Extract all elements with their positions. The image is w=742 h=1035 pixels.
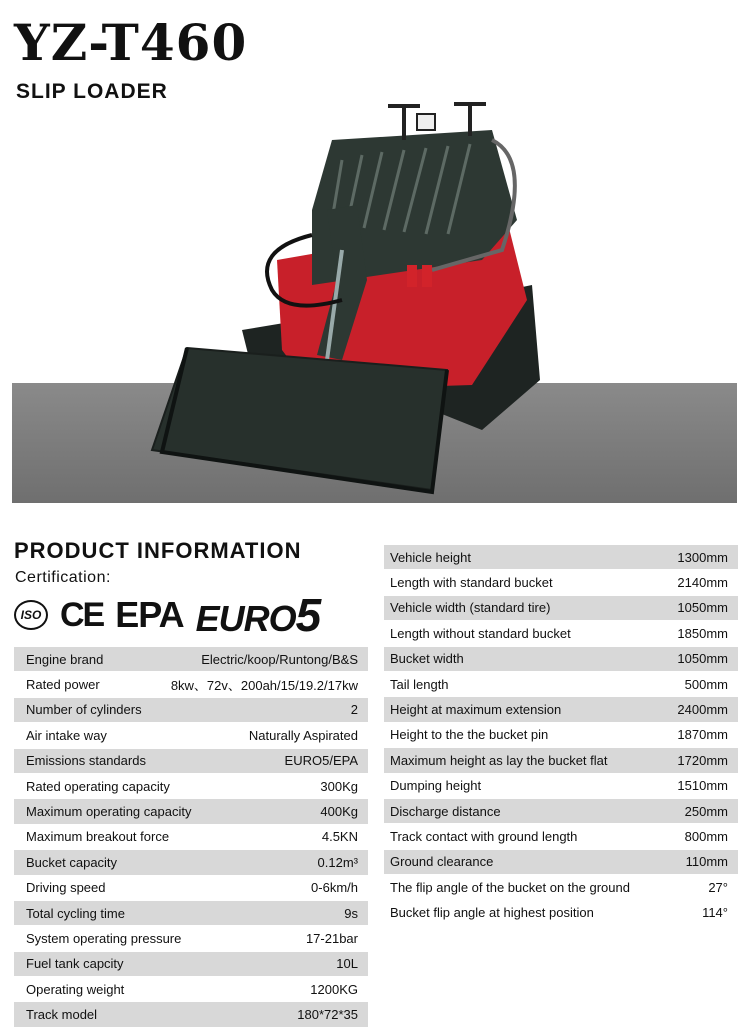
euro-text: EURO: [195, 598, 296, 639]
spec-label: Tail length: [390, 676, 449, 692]
spec-row: [14, 698, 368, 723]
spec-value: 1050mm: [677, 600, 728, 616]
spec-row: [14, 876, 368, 901]
spec-label: Rated operating capacity: [26, 778, 170, 794]
spec-label: Driving speed: [26, 880, 106, 896]
spec-label: Maximum height as lay the bucket flat: [390, 752, 608, 768]
spec-value: 8kw、72v、200ah/15/19.2/17kw: [170, 678, 358, 694]
spec-value: 1050mm: [677, 651, 728, 667]
spec-row: [384, 697, 738, 722]
spec-label: Total cycling time: [26, 905, 125, 921]
spec-label: Bucket width: [390, 651, 464, 667]
spec-row: [384, 824, 738, 849]
spec-label: Discharge distance: [390, 803, 501, 819]
spec-label: Length with standard bucket: [390, 575, 553, 591]
spec-value: 400Kg: [320, 804, 358, 820]
spec-value: 2140mm: [677, 575, 728, 591]
spec-row: [14, 1002, 368, 1027]
spec-label: Emissions standards: [26, 753, 146, 769]
iso-logo: ISO: [14, 600, 48, 630]
spec-value: 1200KG: [310, 981, 358, 997]
spec-value: 1300mm: [677, 549, 728, 565]
spec-row: [384, 900, 738, 925]
euro-number: 5: [295, 589, 321, 641]
spec-value: Electric/koop/Runtong/B&S: [201, 651, 358, 667]
spec-row: [14, 647, 368, 672]
spec-label: Maximum breakout force: [26, 829, 170, 845]
spec-row: [384, 850, 738, 875]
spec-row: [384, 647, 738, 672]
spec-label: Height at maximum extension: [390, 702, 562, 718]
spec-label: Ground clearance: [390, 854, 494, 870]
spec-value: 1870mm: [677, 727, 728, 743]
spec-label: Dumping height: [390, 778, 482, 794]
spec-value: 1510mm: [677, 778, 728, 794]
epa-logo: EPA: [115, 594, 184, 635]
spec-value: 27°: [708, 879, 728, 895]
spec-row: [14, 901, 368, 926]
product-title: YZ-T460: [14, 13, 248, 72]
spec-value: 9s: [344, 905, 358, 921]
spec-label: Engine brand: [26, 651, 104, 667]
spec-value: 10L: [336, 956, 358, 972]
spec-value: 300Kg: [320, 778, 358, 794]
spec-row: [14, 952, 368, 977]
spec-label: Vehicle width (standard tire): [390, 600, 551, 616]
spec-row: [14, 723, 368, 748]
spec-value: 0.12m³: [317, 854, 358, 870]
spec-row: [14, 825, 368, 850]
spec-value: 250mm: [684, 803, 728, 819]
spec-row: [14, 850, 368, 875]
spec-row: [384, 799, 738, 824]
spec-label: Length without standard bucket: [390, 625, 571, 641]
spec-label: System operating pressure: [26, 930, 182, 946]
spec-value: 114°: [702, 905, 728, 921]
spec-label: Rated power: [26, 677, 100, 693]
left-spec-table: [14, 647, 368, 1028]
spec-row: [384, 570, 738, 595]
spec-row: [14, 749, 368, 774]
spec-row: [384, 621, 738, 646]
spec-row: [14, 774, 368, 799]
spec-label: Fuel tank capcity: [26, 956, 124, 972]
spec-label: Number of cylinders: [26, 702, 142, 718]
spec-value: 2: [350, 702, 358, 718]
ce-logo: CE: [60, 595, 104, 634]
certification-label: Certification:: [15, 569, 111, 586]
spec-row: [384, 596, 738, 621]
spec-row: [384, 672, 738, 697]
spec-value: 1720mm: [677, 752, 728, 768]
spec-row: [384, 723, 738, 748]
product-subtitle: SLIP LOADER: [16, 80, 168, 103]
spec-value: 2400mm: [677, 702, 728, 718]
spec-value: 500mm: [684, 676, 728, 692]
spec-row: [14, 926, 368, 951]
spec-row: [14, 672, 368, 697]
spec-row: [384, 875, 738, 900]
spec-value: 4.5KN: [321, 829, 358, 845]
spec-label: Operating weight: [26, 981, 125, 997]
certification-logos: [14, 589, 321, 641]
spec-row: [384, 774, 738, 799]
spec-row: [384, 545, 738, 570]
spec-label: Track contact with ground length: [390, 828, 578, 844]
product-photo: [12, 100, 737, 503]
right-spec-table: [384, 545, 738, 926]
spec-label: Height to the the bucket pin: [390, 727, 549, 743]
spec-value: 0-6km/h: [311, 880, 358, 896]
spec-value: EURO5/EPA: [284, 753, 358, 769]
spec-value: 180*72*35: [297, 1007, 358, 1023]
spec-label: Vehicle height: [390, 549, 471, 565]
euro5-logo: [196, 588, 321, 642]
spec-row: [384, 748, 738, 773]
spec-label: Bucket flip angle at highest position: [390, 905, 594, 921]
spec-label: Bucket capacity: [26, 854, 118, 870]
spec-value: 110mm: [685, 854, 728, 870]
spec-label: The flip angle of the bucket on the ground: [390, 879, 630, 895]
spec-value: Naturally Aspirated: [248, 727, 358, 743]
spec-row: [14, 799, 368, 824]
spec-label: Track model: [26, 1007, 98, 1023]
spec-label: Maximum operating capacity: [26, 804, 192, 820]
spec-value: 1850mm: [677, 625, 728, 641]
spec-row: [14, 977, 368, 1002]
spec-value: 800mm: [684, 828, 728, 844]
spec-value: 17-21bar: [305, 930, 358, 946]
section-title: PRODUCT INFORMATION: [14, 538, 302, 563]
spec-label: Air intake way: [26, 727, 107, 743]
